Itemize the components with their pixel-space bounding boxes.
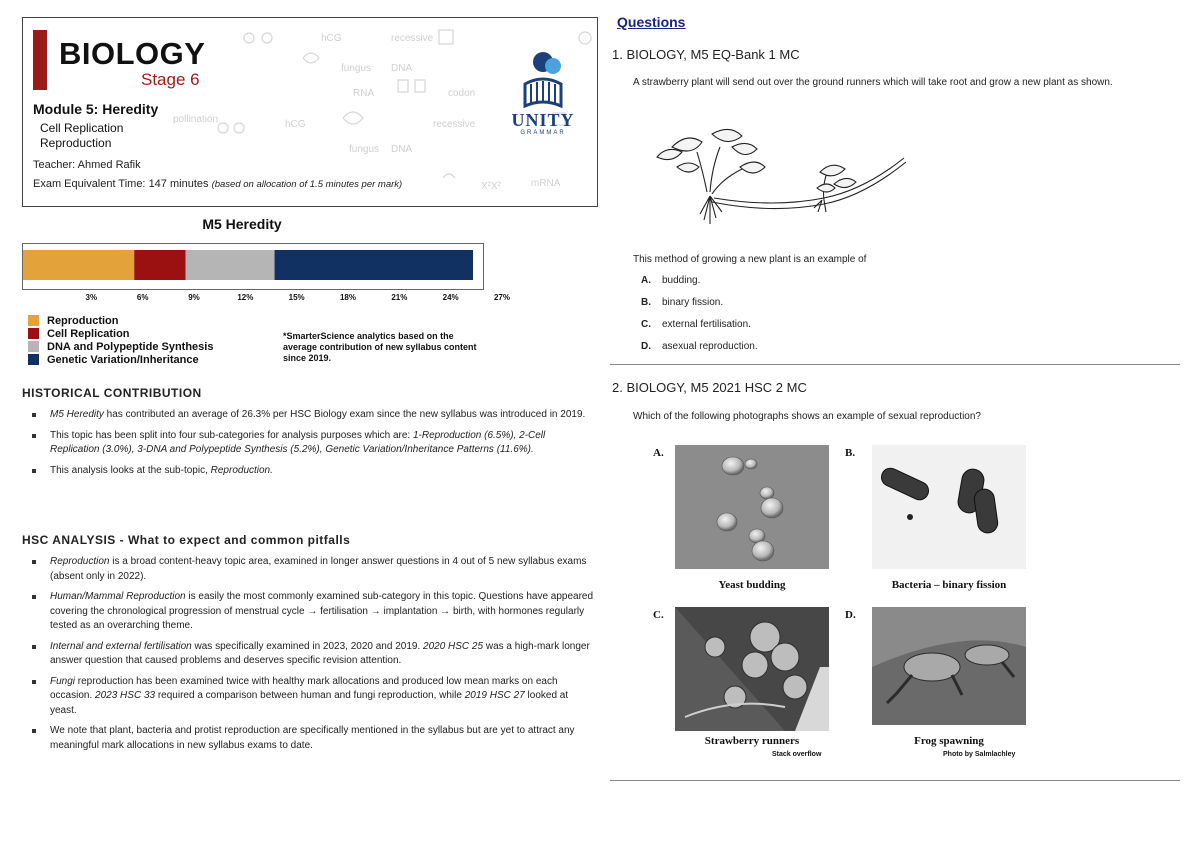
legend-swatch <box>28 341 39 352</box>
text: We note that plant, bacteria and protist reproduction are specifically mentioned in the syllabus but are yet to attract any meaningful mark allocations in new syllabus exams to date. <box>50 725 575 751</box>
photo-b-caption: Bacteria – binary fission <box>891 579 1007 591</box>
question-1-title: 1. BIOLOGY, M5 EQ-Bank 1 MC <box>612 47 800 62</box>
option-text: external fertilisation. <box>662 319 751 330</box>
question-1-option-a[interactable] <box>641 275 700 286</box>
bg-word: X²X² <box>481 181 501 192</box>
legend-swatch <box>28 328 39 339</box>
historical-heading: HISTORICAL CONTRIBUTION <box>22 386 202 400</box>
italic-text: 2023 HSC 33 <box>95 690 156 701</box>
option-text: asexual reproduction. <box>662 341 758 352</box>
legend-label: DNA and Polypeptide Synthesis <box>47 340 214 353</box>
text: reproduction has been examined twice with healthy mark allocations and produced low mean marks on each occasion. <box>50 675 558 701</box>
teacher-name: Ahmed Rafik <box>77 159 141 171</box>
divider <box>610 364 1180 365</box>
subject-title: BIOLOGY <box>59 36 206 71</box>
legend-swatch <box>28 354 39 365</box>
photo-d-caption: Frog spawning <box>914 735 984 747</box>
exam-time-note: (based on allocation of 1.5 minutes per mark) <box>211 179 403 190</box>
photo-a-letter: A. <box>653 447 664 459</box>
question-1-option-c[interactable] <box>641 319 751 330</box>
bg-word: DNA <box>391 144 413 155</box>
x-tick-label: 21% <box>391 293 408 302</box>
bg-word: pollination <box>173 114 219 125</box>
italic-text: Reproduction <box>50 556 110 567</box>
bg-word: codon <box>448 88 476 99</box>
bg-word: recessive <box>433 119 476 130</box>
exam-time-line <box>33 178 402 190</box>
bg-word: hCG <box>285 119 306 130</box>
question-2-text: Which of the following photographs shows an example of sexual reproduction? <box>633 411 981 422</box>
legend-item-genetic-variation <box>28 353 213 366</box>
title-accent-bar <box>33 30 47 90</box>
text: was a high-mark longer answer question that caused problems and deserves specific revision attention. <box>50 640 590 666</box>
exam-time-label: Exam Equivalent Time: <box>33 178 146 190</box>
x-tick-label: 27% <box>493 293 511 302</box>
photo-b-letter: B. <box>845 447 856 459</box>
bar-segment-cell-replication <box>134 250 185 280</box>
italic-text: 1-Reproduction (6.5%), 2-Cell Replication (3.0%), 3-DNA and Polypeptide Synthesis (5.2%), Genetic Variation/Inheritance Patterns (11.6%). <box>50 429 546 455</box>
photo-c-letter: C. <box>653 609 664 621</box>
italic-text: Internal and external fertilisation <box>50 640 192 652</box>
hsc-analysis-heading <box>22 533 350 547</box>
text: is easily the most commonly examined sub-category in this topic. Questions have appeared covering the chronological progression of menstrual cycle → fertilisation → implantation → birth, with hormones regularly tested as an overarching theme. <box>50 591 594 631</box>
bg-word: RNA <box>353 88 375 99</box>
exam-time-value: 147 minutes <box>148 178 209 190</box>
bar-segment-genetic-variation-inheritance <box>275 250 473 280</box>
list-item <box>30 429 595 458</box>
text: has contributed an average of 26.3% per HSC Biology exam since the new syllabus was introduced in 2019. <box>103 409 586 420</box>
text: required a comparison between human and fungi reproduction, while <box>155 690 465 701</box>
heading-bold: HSC ANALYSIS <box>22 533 116 547</box>
x-tick-label: 9% <box>188 293 200 302</box>
text: is a broad content-heavy topic area, examined in longer answer questions in 4 out of 5 new syllabus exams (absent only in 2022). <box>50 556 587 582</box>
x-tick-label: 12% <box>237 293 254 302</box>
legend-item-dna-synthesis <box>28 340 213 353</box>
bacteria-fission-photo[interactable] <box>872 445 1026 569</box>
list-item <box>30 555 595 584</box>
italic-text: Reproduction. <box>210 464 273 476</box>
legend-swatch <box>28 315 39 326</box>
question-1-option-b[interactable] <box>641 297 723 308</box>
text: This topic has been split into four sub-categories for analysis purposes which are: <box>50 429 413 441</box>
module-title: Module 5: Heredity <box>33 101 159 117</box>
list-item <box>30 590 595 634</box>
bg-word: recessive <box>391 33 434 44</box>
x-tick-label: 15% <box>288 293 305 302</box>
bg-word: DNA <box>391 63 413 74</box>
subtopic-cell-replication: Cell Replication <box>40 121 124 135</box>
list-item <box>30 724 595 753</box>
legend-item-reproduction <box>28 314 213 327</box>
legend-label: Reproduction <box>47 314 119 327</box>
stage-label: Stage 6 <box>141 70 200 89</box>
option-text: binary fission. <box>662 297 724 308</box>
logo-subtext: GRAMMAR <box>520 130 566 136</box>
option-letter: D. <box>641 341 651 352</box>
analytics-note: *SmarterScience analytics based on the average contribution of new syllabus content since 2019. <box>283 331 477 363</box>
option-letter: C. <box>641 319 651 330</box>
photo-c-credit: Stack overflow <box>772 751 822 758</box>
hsc-analysis-list <box>30 555 595 759</box>
frog-spawning-photo[interactable] <box>872 607 1026 725</box>
stacked-bar-chart <box>22 243 511 303</box>
question-2-title: 2. BIOLOGY, M5 2021 HSC 2 MC <box>612 380 807 395</box>
italic-text: M5 Heredity <box>50 409 104 420</box>
photo-d-credit: Photo by Salmlachley <box>943 751 1016 758</box>
chart-legend <box>28 314 213 366</box>
photo-d-letter: D. <box>845 609 856 621</box>
option-letter: B. <box>641 297 651 308</box>
bar-segment-dna-and-polypeptide-synthesis <box>186 250 275 280</box>
question-1-text: A strawberry plant will send out over the ground runners which will take root and grow a new plant as shown. <box>633 77 1113 88</box>
photo-a-caption: Yeast budding <box>718 579 786 591</box>
teacher-line <box>33 159 141 171</box>
option-letter: A. <box>641 275 651 286</box>
x-tick-label: 6% <box>136 293 149 302</box>
x-tick-label: 3% <box>85 293 98 302</box>
legend-label: Genetic Variation/Inheritance <box>47 353 199 366</box>
historical-list <box>30 408 595 484</box>
italic-text: Human/Mammal Reproduction <box>50 591 186 602</box>
italic-text: 2020 HSC 25 <box>423 640 484 652</box>
divider <box>610 780 1180 781</box>
photo-c-caption: Strawberry runners <box>704 735 800 747</box>
heading-rest: - What to expect and common pitfalls <box>115 533 351 547</box>
legend-label: Cell Replication <box>47 327 130 340</box>
list-item <box>30 408 595 423</box>
text: was specifically examined in 2023, 2020 and 2019. <box>191 640 424 652</box>
option-text: budding. <box>662 275 701 286</box>
teacher-label: Teacher: <box>33 159 76 171</box>
logo-wordmark: UNITY <box>511 110 575 130</box>
list-item <box>30 675 595 719</box>
italic-text: 2019 HSC 27 <box>464 690 525 701</box>
italic-text: Fungi <box>50 675 76 687</box>
text: looked at yeast. <box>50 690 569 716</box>
x-tick-label: 24% <box>442 293 459 302</box>
bg-word: mRNA <box>531 178 561 189</box>
header-box <box>22 17 598 207</box>
strawberry-runner-illustration <box>652 122 914 234</box>
bg-word: hCG <box>321 33 342 44</box>
chart-title: M5 Heredity <box>202 216 282 232</box>
questions-heading: Questions <box>617 14 686 30</box>
strawberry-runners-photo[interactable] <box>675 607 829 731</box>
question-1-stem: This method of growing a new plant is an example of <box>633 254 867 265</box>
bg-word: fungus <box>341 63 372 74</box>
list-item <box>30 640 595 669</box>
yeast-budding-photo[interactable] <box>675 445 829 569</box>
bar-segment-reproduction <box>23 250 134 280</box>
subtopic-reproduction: Reproduction <box>40 136 112 150</box>
legend-item-cell-replication <box>28 327 213 340</box>
list-item <box>30 464 595 479</box>
text: This analysis looks at the sub-topic, <box>50 464 211 476</box>
question-1-option-d[interactable] <box>641 341 758 352</box>
x-tick-label: 18% <box>339 293 357 302</box>
bg-word: fungus <box>349 144 380 155</box>
